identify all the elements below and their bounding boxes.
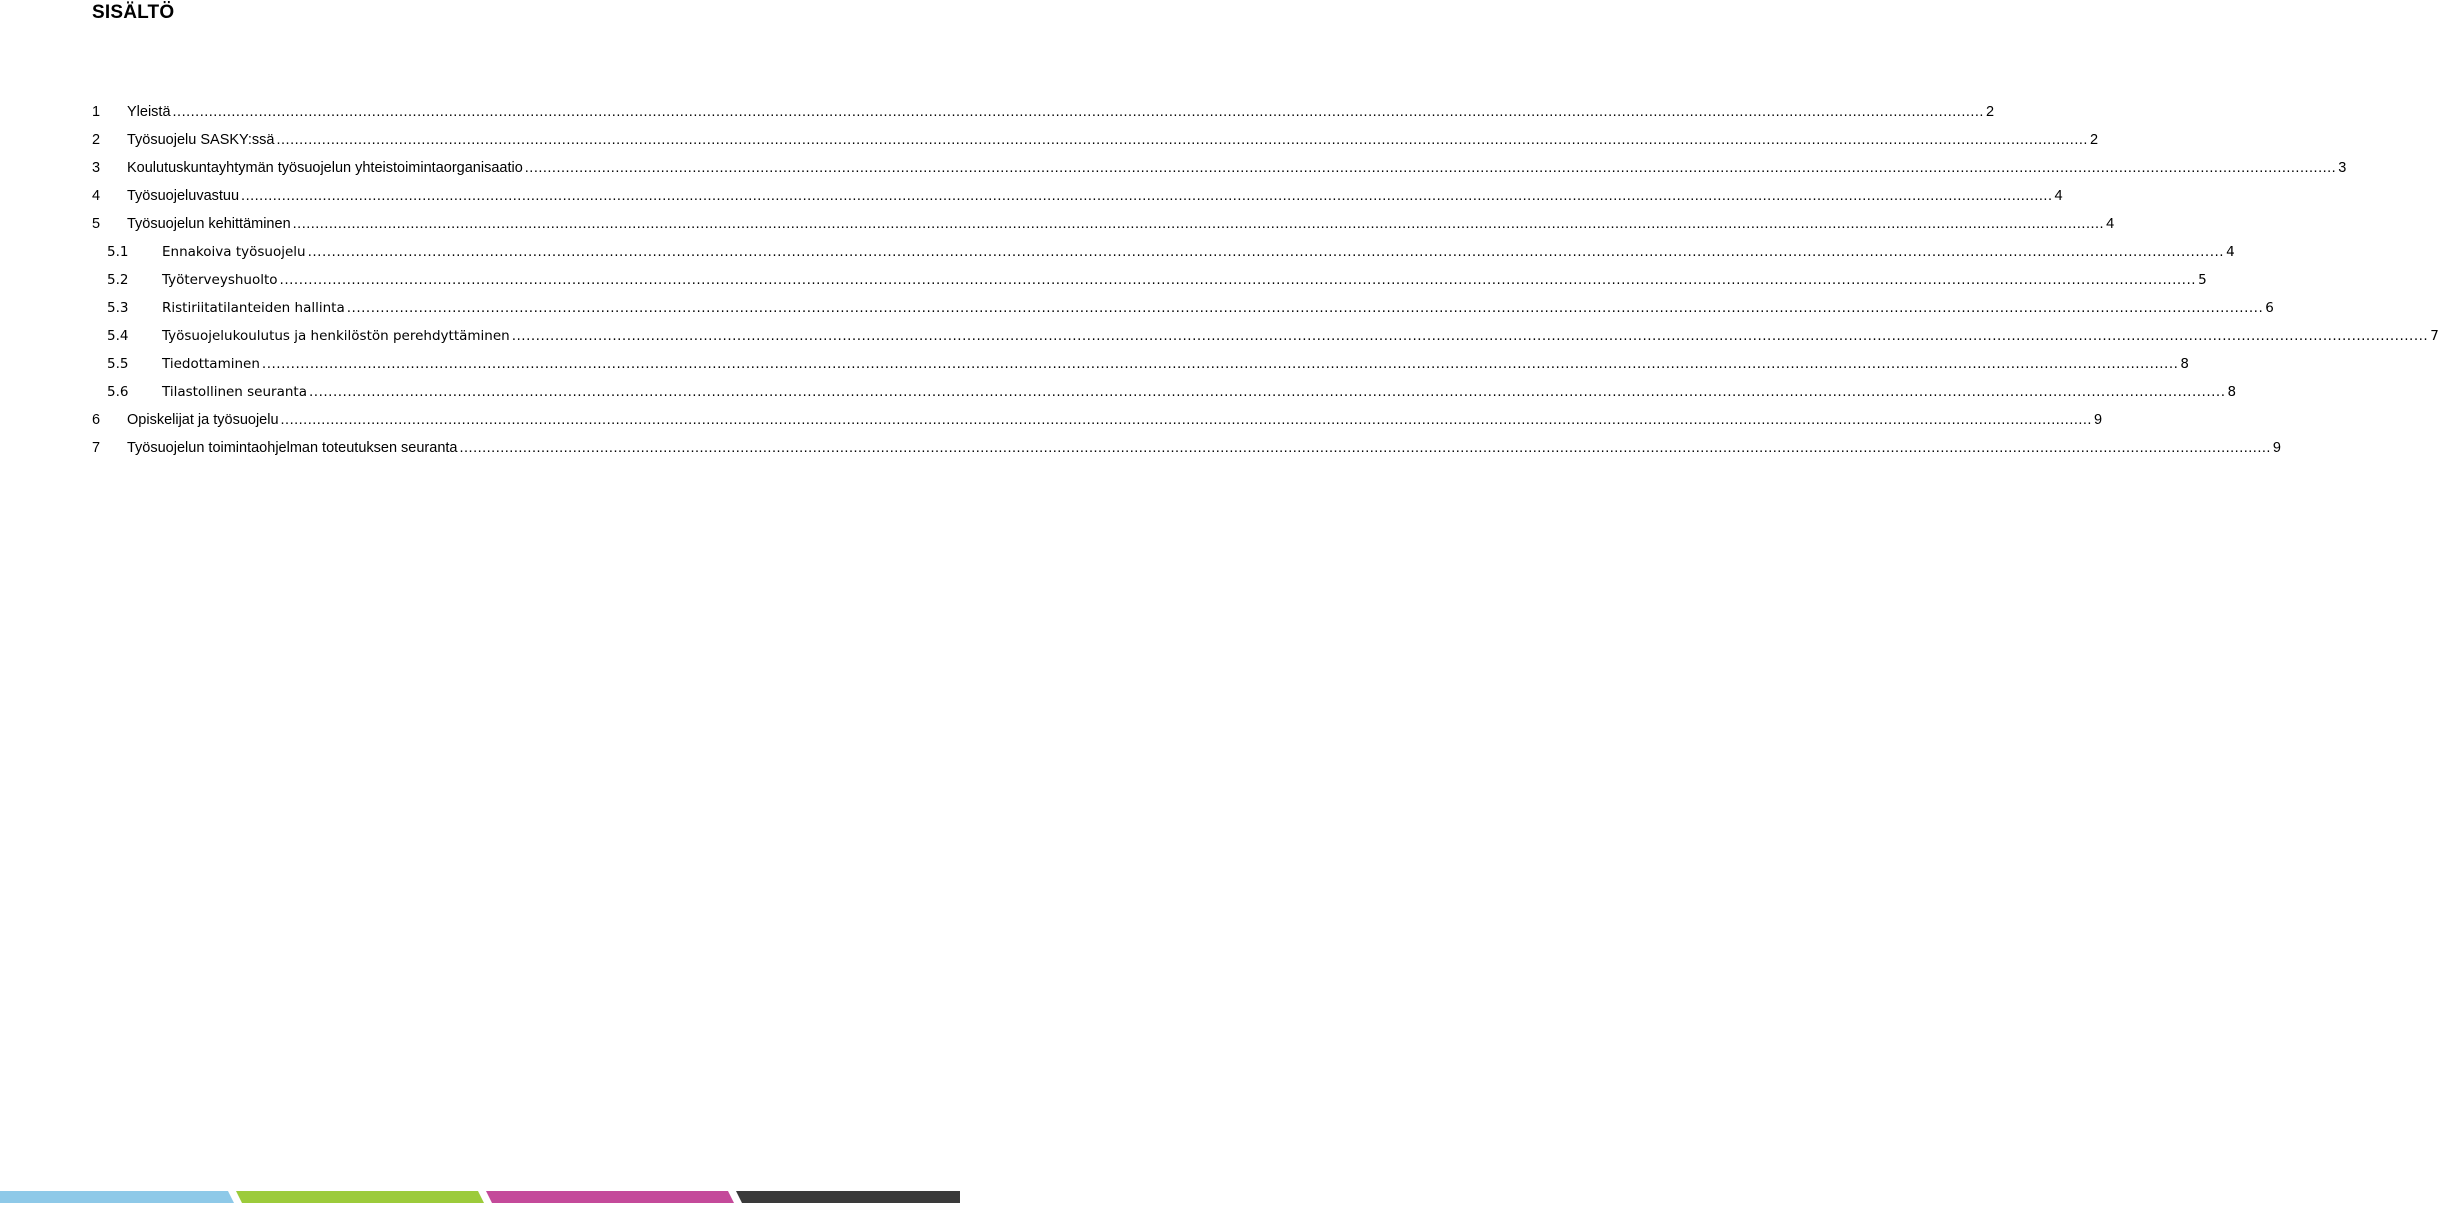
toc-entry-page: 8 <box>2227 384 2237 400</box>
toc-entry-7[interactable] <box>92 440 2281 468</box>
toc-entry-5-3[interactable] <box>92 300 2274 328</box>
toc-entry-label: Koulutuskuntayhtymän työsuojelun yhteistoimintaorganisaatio <box>127 160 523 176</box>
toc-entry-label: Tiedottaminen <box>162 356 260 372</box>
footer-band-green <box>236 1191 484 1203</box>
toc-entry-number: 5.3 <box>107 300 129 316</box>
toc-entry-label: Yleistä <box>127 104 171 120</box>
toc-entry-5-4[interactable] <box>92 328 2439 356</box>
toc-entry-label: Työterveyshuolto <box>162 272 278 288</box>
toc-entry-number: 5.5 <box>107 356 129 372</box>
toc-entry-page: 3 <box>2338 160 2347 176</box>
toc-leader-dots: ................................................................................................................................................................................................................................................................................................................................................................................................................ <box>276 132 2088 148</box>
toc-entry-2[interactable] <box>92 132 2099 160</box>
toc-leader-dots: ................................................................................................................................................................................................................................................................................................................................................................................................................ <box>261 356 2179 372</box>
toc-leader-dots: ................................................................................................................................................................................................................................................................................................................................................................................................................ <box>524 160 2337 176</box>
footer-stripes <box>0 1191 960 1203</box>
toc-leader-dots: ................................................................................................................................................................................................................................................................................................................................................................................................................ <box>459 440 2271 456</box>
toc-entry-1[interactable] <box>92 104 1995 132</box>
toc-entry-6[interactable] <box>92 412 2103 440</box>
toc-entry-page: 4 <box>2226 244 2235 260</box>
toc-leader-dots: ................................................................................................................................................................................................................................................................................................................................................................................................................ <box>307 244 2225 260</box>
toc-entry-number: 5.4 <box>107 328 129 344</box>
toc-entry-number: 5.6 <box>107 384 129 400</box>
toc-leader-dots: ................................................................................................................................................................................................................................................................................................................................................................................................................ <box>309 384 2226 400</box>
toc-entry-5-1[interactable] <box>92 244 2235 272</box>
footer-band-dark <box>736 1191 960 1203</box>
toc-entry-5-2[interactable] <box>92 272 2207 300</box>
toc-entry-4[interactable] <box>92 188 2063 216</box>
toc-entry-page: 4 <box>2054 188 2063 204</box>
toc-entry-label: Työsuojelun kehittäminen <box>127 216 291 232</box>
toc-entry-number: 7 <box>92 440 101 456</box>
toc-entry-label: Tilastollinen seuranta <box>162 384 307 400</box>
toc-entry-3[interactable] <box>92 160 2347 188</box>
toc-entry-label: Ristiriitatilanteiden hallinta <box>162 300 345 316</box>
toc-entry-number: 6 <box>92 412 101 428</box>
footer-band-blue <box>0 1191 234 1203</box>
toc-leader-dots: ................................................................................................................................................................................................................................................................................................................................................................................................................ <box>346 300 2264 316</box>
toc-entry-number: 2 <box>92 132 101 148</box>
toc-title: SISÄLTÖ <box>92 2 175 23</box>
footer-band-magenta <box>486 1191 734 1203</box>
toc-entry-number: 4 <box>92 188 101 204</box>
toc-leader-dots: ................................................................................................................................................................................................................................................................................................................................................................................................................ <box>241 188 2053 204</box>
toc-entry-label: Työsuojeluvastuu <box>127 188 240 204</box>
toc-entry-5-6[interactable] <box>92 384 2237 412</box>
toc-leader-dots: ................................................................................................................................................................................................................................................................................................................................................................................................................ <box>279 272 2197 288</box>
toc-entry-page: 4 <box>2106 216 2115 232</box>
toc-entry-page: 7 <box>2430 328 2439 344</box>
toc-leader-dots: ................................................................................................................................................................................................................................................................................................................................................................................................................ <box>511 328 2429 344</box>
toc-entry-number: 3 <box>92 160 101 176</box>
toc-entry-page: 2 <box>1985 104 1995 120</box>
toc-leader-dots: ................................................................................................................................................................................................................................................................................................................................................................................................................ <box>280 412 2092 428</box>
footer-color-bands <box>0 1190 960 1202</box>
toc-entry-5-5[interactable] <box>92 356 2190 384</box>
toc-leader-dots: ................................................................................................................................................................................................................................................................................................................................................................................................................ <box>172 104 1984 120</box>
toc-entry-number: 5.1 <box>107 244 129 260</box>
toc-entry-page: 9 <box>2272 440 2281 456</box>
toc-entry-label: Työsuojelukoulutus ja henkilöstön perehdyttäminen <box>162 328 510 344</box>
toc-entry-page: 6 <box>2265 300 2274 316</box>
toc-entry-page: 2 <box>2089 132 2099 148</box>
toc-entry-label: Työsuojelu SASKY:ssä <box>127 132 275 148</box>
toc-entry-number: 1 <box>92 104 101 120</box>
toc-entry-page: 8 <box>2180 356 2190 372</box>
toc-entry-label: Opiskelijat ja työsuojelu <box>127 412 279 428</box>
toc-entry-label: Ennakoiva työsuojelu <box>162 244 306 260</box>
toc-leader-dots: ................................................................................................................................................................................................................................................................................................................................................................................................................ <box>292 216 2105 232</box>
toc-entry-number: 5 <box>92 216 101 232</box>
toc-entry-page: 5 <box>2198 272 2207 288</box>
toc-entry-number: 5.2 <box>107 272 129 288</box>
toc-entry-label: Työsuojelun toimintaohjelman toteutuksen seuranta <box>127 440 458 456</box>
toc-entry-5[interactable] <box>92 216 2115 244</box>
toc-entry-page: 9 <box>2093 412 2103 428</box>
